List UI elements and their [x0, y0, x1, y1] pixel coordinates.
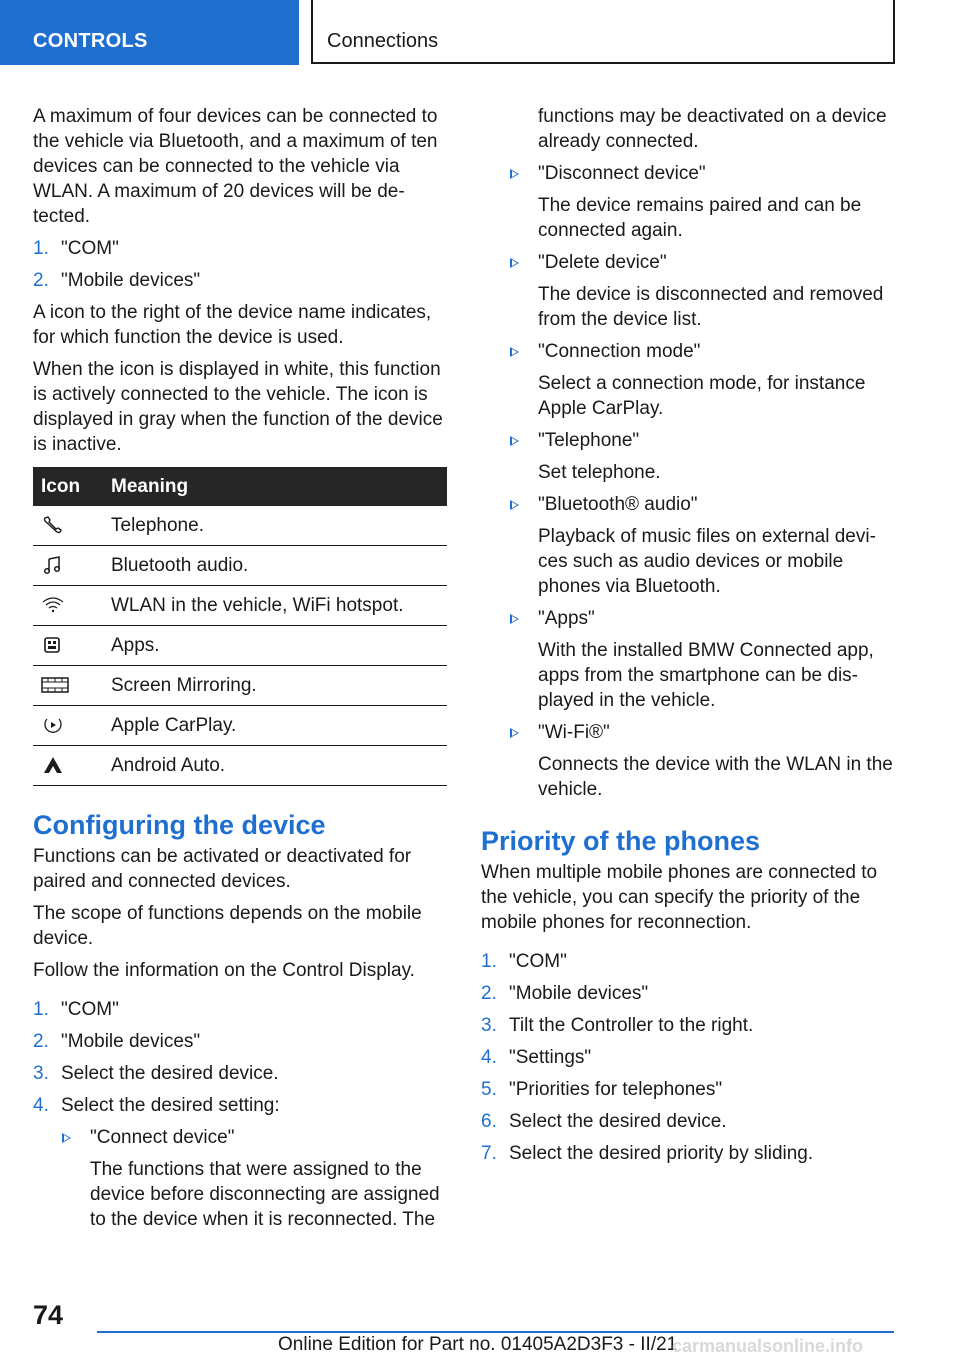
carplay-icon — [41, 715, 65, 735]
table-cell-meaning: Bluetooth audio. — [111, 546, 447, 586]
subitem-description: Connects the device with the WLAN in the vehicle. — [538, 754, 893, 800]
table-cell-meaning: Android Auto. — [111, 746, 447, 786]
subitem-label: "Delete device" — [538, 252, 667, 273]
table-row — [33, 586, 447, 626]
step-text: Select the desired device. — [61, 1063, 279, 1084]
subitem-label: "Bluetooth® audio" — [538, 494, 698, 515]
step-number: 4. — [481, 1047, 497, 1068]
table-header-row — [33, 467, 447, 506]
subitem-label: "Connect device" — [90, 1127, 235, 1148]
table-cell-meaning: Screen Mirroring. — [111, 666, 447, 706]
table-cell-meaning: Apps. — [111, 626, 447, 666]
sublist-item — [509, 606, 893, 713]
icon-table — [33, 467, 447, 786]
step-text: "COM" — [61, 999, 119, 1020]
list-item — [481, 1141, 893, 1166]
section-title: CONTROLS — [33, 30, 148, 52]
triangle-bullet-icon — [510, 614, 519, 624]
list-item — [33, 1029, 447, 1054]
configuring-paragraph-3: Follow the information on the Control Display. — [33, 960, 415, 981]
table-cell-meaning: Telephone. — [111, 506, 447, 546]
intro-paragraph: A maximum of four devices can be connected to the vehicle via Bluetooth, and a maximum of ten devices can be connected to the vehicle via WLAN. A maximum of 20 devices will be de-tected. — [33, 106, 438, 227]
step-number: 5. — [481, 1079, 497, 1100]
subitem-description: Playback of music files on external devi-ces such as audio devices or mobile phones via Bluetooth. — [538, 526, 876, 597]
subitem-label: "Wi-Fi®" — [538, 722, 610, 743]
icon-info-paragraph: A icon to the right of the device name indicates, for which function the device is used. — [33, 302, 432, 348]
sublist-item — [509, 720, 893, 802]
steps-list-1 — [33, 236, 447, 293]
continued-text: functions may be deactivated on a device already connected. — [538, 106, 887, 152]
icon-color-paragraph: When the icon is displayed in white, this function is actively connected to the vehicle. The icon is displayed in gray when the function of the device is inactive. — [33, 359, 443, 455]
sublist-item — [61, 1125, 447, 1232]
subitem-description: The device is disconnected and removed from the device list. — [538, 284, 884, 330]
wifi-icon — [41, 595, 65, 615]
subsection-title: Connections — [327, 30, 439, 52]
subitem-label: "Connection mode" — [538, 341, 701, 362]
screen-mirroring-icon — [41, 675, 69, 695]
step-number: 7. — [481, 1143, 497, 1164]
sublist-item — [509, 492, 893, 599]
step-number: 3. — [481, 1015, 497, 1036]
section-tab — [0, 0, 299, 65]
priority-paragraph: When multiple mobile phones are connected to the vehicle, you can specify the priority of the mobile phones for reconnection. — [481, 862, 878, 933]
step-text: Select the desired device. — [509, 1111, 727, 1132]
subitem-description: Set telephone. — [538, 462, 661, 483]
list-item — [481, 1013, 893, 1038]
steps-list-2 — [33, 997, 447, 1232]
triangle-bullet-icon — [510, 728, 519, 738]
step-number: 4. — [33, 1095, 49, 1116]
sublist-item — [509, 339, 893, 421]
apps-icon — [41, 635, 65, 655]
subitem-label: "Telephone" — [538, 430, 640, 451]
triangle-bullet-icon — [510, 500, 519, 510]
section-heading-priority: Priority of the phones — [481, 826, 761, 856]
subitem-description: With the installed BMW Connected app, apps from the smartphone can be dis-played in the vehicle. — [538, 640, 874, 711]
subitem-label: "Disconnect device" — [538, 163, 706, 184]
music-note-icon — [41, 555, 65, 575]
step-number: 6. — [481, 1111, 497, 1132]
subitem-description: The functions that were assigned to the device before disconnecting are assigned to the device when it is reconnected. The — [90, 1159, 440, 1230]
subitem-description: The device remains paired and can be connected again. — [538, 195, 862, 241]
configuring-paragraph-1: Functions can be activated or deactivated for paired and connected devices. — [33, 846, 412, 892]
page-number: 74 — [33, 1300, 64, 1330]
triangle-bullet-icon — [510, 436, 519, 446]
step-text: Select the desired setting: — [61, 1095, 280, 1116]
configuring-paragraph-2: The scope of functions depends on the mobile device. — [33, 903, 422, 949]
step-number: 2. — [481, 983, 497, 1004]
table-row — [33, 666, 447, 706]
list-item — [33, 268, 447, 293]
list-item — [33, 1093, 447, 1232]
step-text: Select the desired priority by sliding. — [509, 1143, 814, 1164]
step-text: "Mobile devices" — [61, 1031, 201, 1052]
settings-sublist — [61, 1125, 447, 1232]
triangle-bullet-icon — [510, 347, 519, 357]
step-text: "Priorities for telephones" — [509, 1079, 723, 1100]
footer-edition: Online Edition for Part no. 01405A2D3F3 - II/21 — [278, 1334, 678, 1355]
steps-list-3 — [481, 949, 893, 1166]
table-row — [33, 506, 447, 546]
watermark: carmanualsonline.info — [672, 1336, 864, 1356]
list-item — [33, 997, 447, 1022]
list-item — [33, 236, 447, 261]
sublist-item — [509, 428, 893, 485]
android-auto-icon — [41, 755, 65, 775]
phone-icon — [41, 515, 65, 535]
step-text: "COM" — [509, 951, 567, 972]
table-cell-meaning: WLAN in the vehicle, WiFi hotspot. — [111, 586, 447, 626]
triangle-bullet-icon — [62, 1133, 71, 1143]
left-column — [33, 104, 447, 1239]
step-number: 1. — [33, 238, 49, 259]
footer-divider — [97, 1331, 894, 1333]
settings-sublist-continued — [481, 161, 893, 802]
table-row — [33, 546, 447, 586]
sublist-item — [509, 250, 893, 332]
sublist-item — [509, 161, 893, 243]
step-text: "COM" — [61, 238, 119, 259]
triangle-bullet-icon — [510, 258, 519, 268]
step-number: 2. — [33, 1031, 49, 1052]
step-number: 1. — [481, 951, 497, 972]
section-heading-configuring: Configuring the device — [33, 810, 326, 840]
list-item — [481, 1045, 893, 1070]
step-text: "Mobile devices" — [509, 983, 649, 1004]
subsection-tab — [311, 0, 895, 64]
list-item — [481, 1109, 893, 1134]
table-row — [33, 626, 447, 666]
step-text: "Mobile devices" — [61, 270, 201, 291]
step-number: 2. — [33, 270, 49, 291]
table-header-meaning: Meaning — [111, 467, 447, 506]
list-item — [481, 981, 893, 1006]
table-header-icon: Icon — [33, 467, 111, 506]
list-item — [481, 1077, 893, 1102]
triangle-bullet-icon — [510, 169, 519, 179]
subitem-description: Select a connection mode, for instance Apple CarPlay. — [538, 373, 866, 419]
step-text: "Settings" — [509, 1047, 592, 1068]
right-column — [481, 104, 893, 1173]
list-item — [481, 949, 893, 974]
subitem-label: "Apps" — [538, 608, 595, 629]
table-row — [33, 706, 447, 746]
step-number: 3. — [33, 1063, 49, 1084]
list-item — [33, 1061, 447, 1086]
table-row — [33, 746, 447, 786]
step-text: Tilt the Controller to the right. — [509, 1015, 754, 1036]
step-number: 1. — [33, 999, 49, 1020]
table-cell-meaning: Apple CarPlay. — [111, 706, 447, 746]
